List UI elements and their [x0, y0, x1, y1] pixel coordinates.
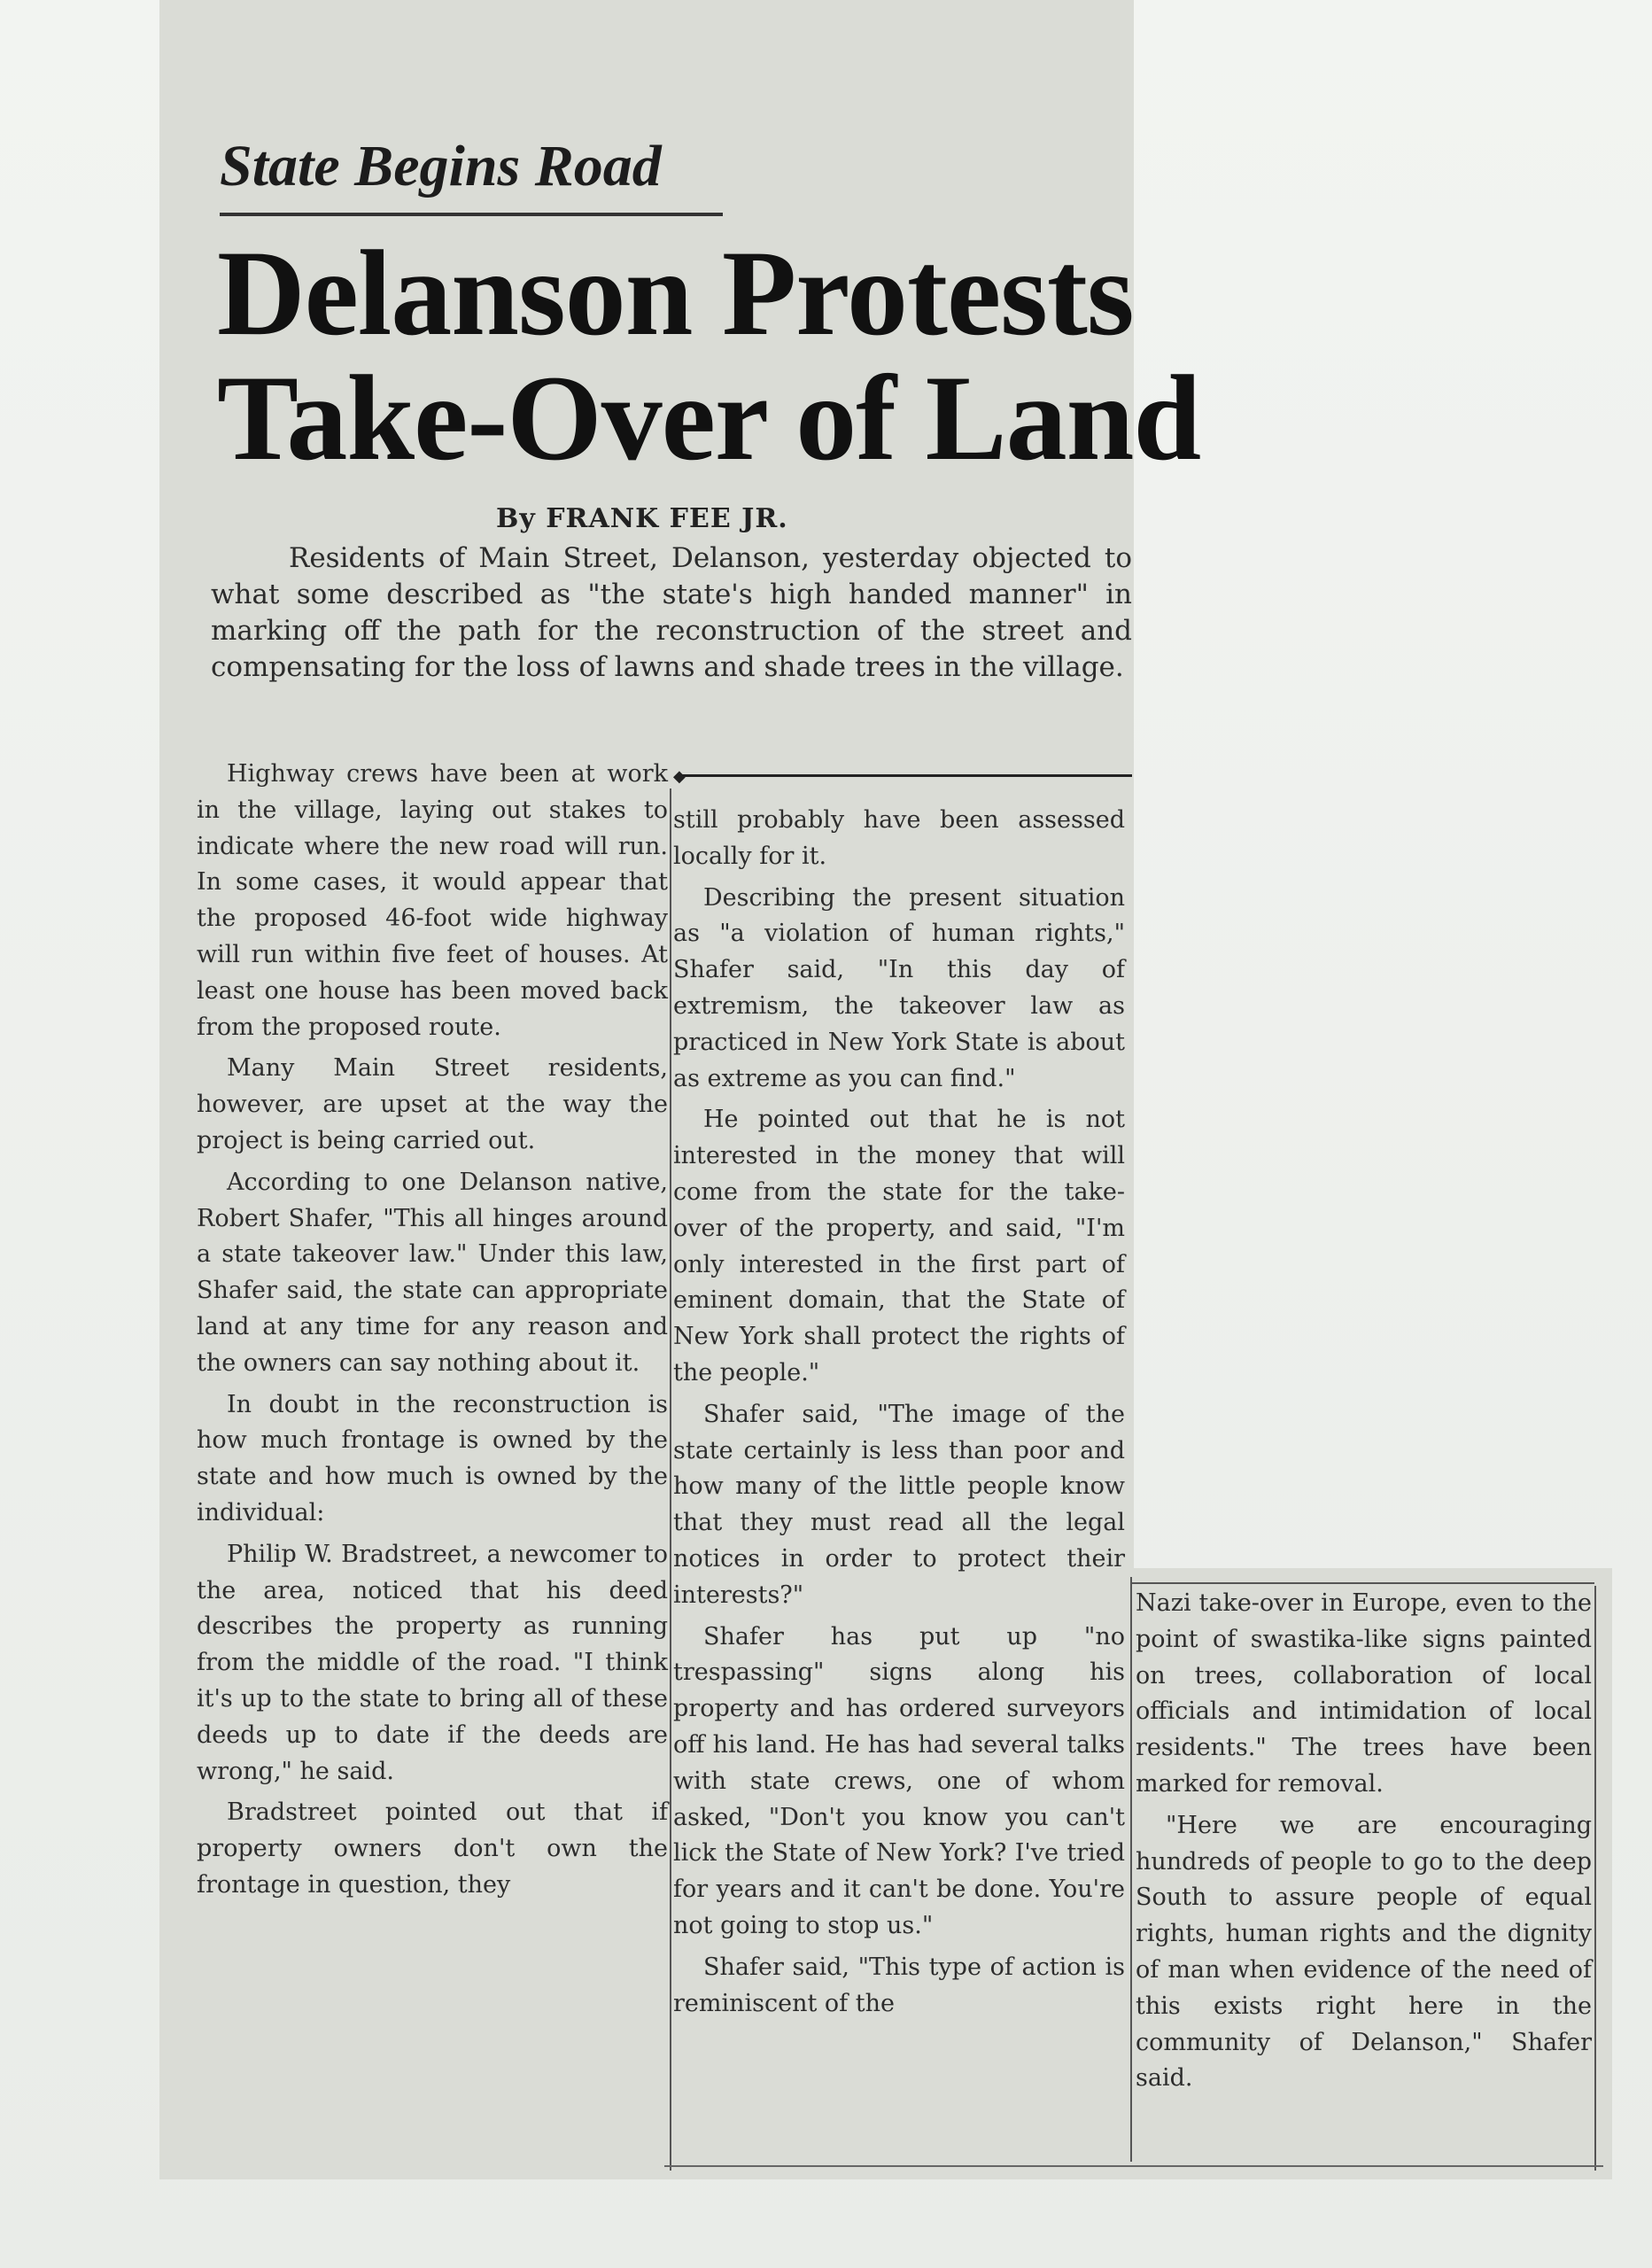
col2-paragraph: Describing the present situation as "a violation of human rights," Shafer said, "In this day of extremism, the takeover law as practiced in New York State is about as extreme as you can find." — [673, 883, 1125, 1092]
col1-paragraph: Highway crews have been at work in the village, laying out stakes to indicate where the new road will run. In some cases, it would appear that the proposed 46-foot wide highway will run within five feet of houses. At least one house has been moved back from the proposed route. — [197, 760, 668, 1041]
col1-paragraph: Bradstreet pointed out that if property owners don't own the frontage in question, they — [197, 1798, 668, 1899]
headline-line-1: Delanson Protests — [217, 225, 1134, 361]
col2-paragraph: still probably have been assessed locally for it. — [673, 806, 1125, 870]
col2-paragraph: He pointed out that he is not interested in the money that will come from the state for the take-over of the property, and said, "I'm only interested in the first part of eminent domain, that the State of New York shall protect the rights of the people." — [673, 1106, 1125, 1386]
lede-divider — [680, 774, 1132, 777]
column-rule — [1130, 1577, 1132, 2162]
headline-line-2: Take-Over of Land — [217, 350, 1201, 485]
col2-paragraph: Shafer said, "This type of action is reminiscent of the — [673, 1953, 1125, 2017]
col1-paragraph: According to one Delanson native, Robert Shafer, "This all hinges around a state takeover law." Under this law, Shafer said, the state can appropriate land at any time for any reason and the owners can say nothing about it. — [197, 1168, 668, 1377]
col2-paragraph: Shafer has put up "no trespassing" signs along his property and has ordered surveyors off his land. He has had several talks with state crews, one of whom asked, "Don't you know you can't lick the State of New York? I've tried for years and it can't be done. You're not going to stop us." — [673, 1622, 1125, 1939]
col1-paragraph: Many Main Street residents, however, are upset at the way the project is being carried out. — [197, 1054, 668, 1154]
col1-paragraph: In doubt in the reconstruction is how much frontage is owned by the state and how much is owned by the individual: — [197, 1390, 668, 1526]
byline: By FRANK FEE JR. — [496, 503, 788, 534]
col3-paragraph: "Here we are encouraging hundreds of people to go to the deep South to assure people of equal rights, human rights and the dignity of man when evidence of the need of this exists right here in the community of Delanson," Shafer said. — [1136, 1811, 1592, 2093]
lede-paragraph: Residents of Main Street, Delanson, yesterday objected to what some described as "the state's high handed manner" in marking off the path for the reconstruction of the street and compensating for the loss of lawns and shade trees in the village. — [211, 542, 1132, 683]
column-rule — [670, 788, 671, 2171]
column-3-top-rule — [1130, 1582, 1594, 1584]
bottom-rule — [664, 2165, 1603, 2167]
column-3 — [1136, 1586, 1592, 2102]
column-2 — [673, 803, 1125, 2027]
col1-paragraph: Philip W. Bradstreet, a newcomer to the area, noticed that his deed describes the property as running from the middle of the road. "I think it's up to the state to bring all of these deeds up to date if the deeds are wrong," he said. — [197, 1540, 668, 1785]
col3-paragraph: Nazi take-over in Europe, even to the point of swastika-like signs painted on trees, collaboration of local officials and intimidation of local residents." The trees have been marked for removal. — [1136, 1589, 1592, 1798]
column-rule — [1594, 1586, 1596, 2171]
col2-paragraph: Shafer said, "The image of the state certainly is less than poor and how many of the little people know that they must read all the legal notices in order to protect their interests?" — [673, 1400, 1125, 1609]
divider-ornament-icon: ◆ — [673, 767, 686, 786]
column-1 — [197, 757, 668, 1909]
kicker-underline — [220, 213, 723, 216]
kicker-headline: State Begins Road — [220, 134, 662, 198]
